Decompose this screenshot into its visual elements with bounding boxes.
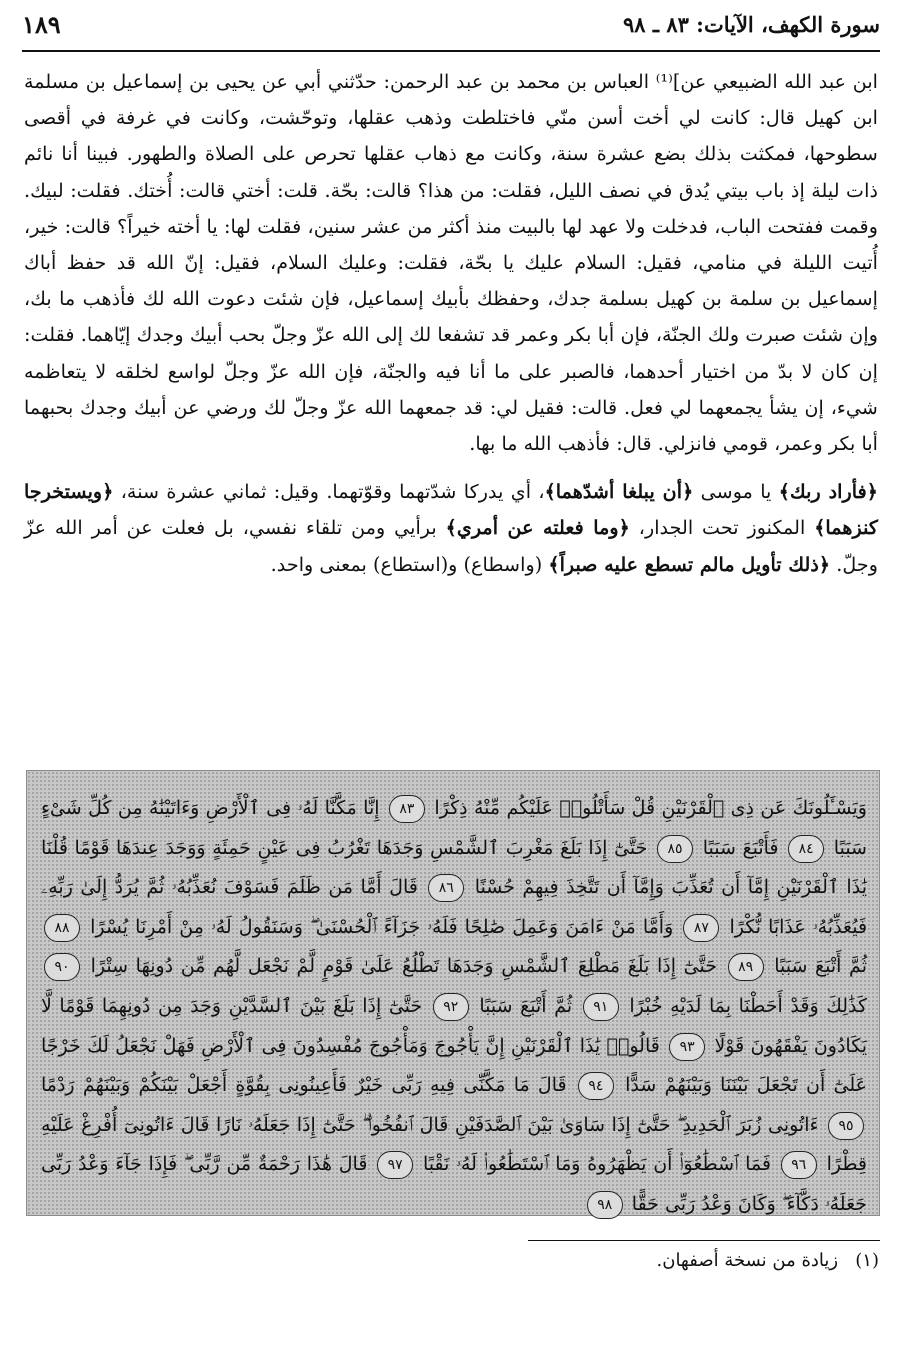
verse-number-marker: ٨٥ <box>657 835 693 863</box>
verse-text: وَأَمَّا مَنْ ءَامَنَ وَعَمِلَ صَٰلِحًا فَلَهُۥ جَزَآءً ٱلْحُسْنَىٰ ۖ وَسَنَقُولُ لَهُۥ مِنْ أَمْرِنَا يُسْرًا <box>90 915 674 938</box>
commentary-text: ، أي يدركا شدّتهما وقوّتهما. وقيل: ثماني عشرة سنة، <box>113 480 545 504</box>
page-header <box>22 8 880 48</box>
commentary-text: (واسطاع) و(استطاع) بمعنى واحد. <box>270 552 549 576</box>
verse-number-marker: ٨٩ <box>728 953 764 981</box>
verse-text: ثُمَّ أَتْبَعَ سَبَبًا <box>479 994 573 1017</box>
verse-number-marker: ٩٤ <box>578 1072 614 1100</box>
header-divider <box>22 50 880 52</box>
verse-number-marker: ٩٣ <box>669 1033 705 1061</box>
commentary-text: المكنوز تحت الجدار، <box>629 516 815 540</box>
footnote-divider <box>528 1240 880 1241</box>
verse-text: ءَاتُونِى زُبَرَ ٱلْحَدِيدِ ۖ حَتَّىٰٓ إِذَا سَاوَىٰ بَيْنَ ٱلصَّدَفَيْنِ قَالَ ٱنفُخُوا۟ ۖ حَتَّىٰٓ إِذَا جَعَلَهُۥ نَارًا قَالَ ءَاتُونِىٓ أُفْرِغْ عَلَيْهِ قِطْرًا <box>41 1113 867 1176</box>
verse-text: حَتَّىٰٓ إِذَا بَلَغَ بَيْنَ ٱلسَّدَّيْنِ وَجَدَ مِن دُونِهِمَا قَوْمًا لَّا يَكَادُونَ يَفْقَهُونَ قَوْلًا <box>41 994 867 1057</box>
verse-text: كَذَٰلِكَ وَقَدْ أَحَطْنَا بِمَا لَدَيْهِ خُبْرًا <box>629 994 868 1017</box>
footnote-text: زيادة من نسخة أصفهان. <box>656 1250 839 1271</box>
quran-quote: ﴿فأراد ربك﴾ <box>778 480 879 504</box>
quran-quote: ﴿أن يبلغا أشدّهما﴾ <box>544 480 694 504</box>
commentary-paragraph: ابن عبد الله الضبيعي عن]⁽¹⁾ العباس بن محمد بن عبد الرحمن: حدّثني أبي عن يحيى بن إسماعيل بن مسلمة ابن كهيل قال: كانت لي أخت أسن منّي فاختلطت وذهب عقلها، وتوحّشت، وكانت في غرفة في أقصى سطوحها، فمكثت بذلك بضع عشرة سنة، وكانت مع ذهاب عقلها تحرص على الصلاة والطهور. فبينا أنا نائم ذات ليلة إذ باب بيتي يُدق في نصف الليل، فقلت: من هذا؟ قالت: بحّة. قلت: أختي قالت: أُختك. فقلت: لبيك. وقمت ففتحت الباب، فدخلت ولا عهد لها بالبيت منذ أكثر من عشر سنين، فقلت لها: يا أخته خيراً؟ قالت: خير، أُتيت الليلة في منامي، فقيل: السلام عليك يا بحّة، فقلت: وعليك السلام، فقيل: إنّ الله قد حفظ أباك إسماعيل بن سلمة بن كهيل بسلمة جدك، وحفظك بأبيك إسماعيل، فإن شئت دعوت الله لك فأذهب ما بك، وإن شئت صبرت ولك الجنّة، فإن أبا بكر وعمر قد تشفعا لك إلى الله عزّ وجلّ بحب أبيك وجدك إيّاهما. فقلت: إن كان لا بدّ من اختيار أحدهما، فالصبر على ما أنا فيه والجنّة، فإن الله عزّ وجلّ لواسع لخلقه لا يتعاظمه شيء، إن يشأ يجمعهما لي فعل. قالت: فقيل لي: قد جمعهما الله عزّ وجلّ لك ورضي عن أبيك وجدك بحبهما أبا بكر وعمر، قومي فانزلي. قال: فأذهب الله ما بها. <box>24 70 878 456</box>
main-text <box>24 64 878 583</box>
verse-text: حَتَّىٰٓ إِذَا بَلَغَ مَغْرِبَ ٱلشَّمْسِ وَجَدَهَا تَغْرُبُ فِى عَيْنٍ حَمِئَةٍ وَوَجَدَ عِندَهَا قَوْمًا قُلْنَا يَٰذَا ٱلْقَرْنَيْنِ إِمَّآ أَن تُعَذِّبَ وَإِمَّآ أَن تَتَّخِذَ فِيهِمْ حُسْنًا <box>41 836 867 899</box>
verse-number-marker: ٨٦ <box>428 874 464 902</box>
quran-quote: ﴿وما فعلته عن أمري﴾ <box>445 516 630 540</box>
verse-text: إِنَّا مَكَّنَّا لَهُۥ فِى ٱلْأَرْضِ وَءَاتَيْنَٰهُ مِن كُلِّ شَىْءٍ سَبَبًا <box>41 797 867 859</box>
verse-number-marker: ٩٦ <box>781 1151 817 1179</box>
verse-text: قَالَ هَٰذَا رَحْمَةٌ مِّن رَّبِّى ۖ فَإِذَا جَآءَ وَعْدُ رَبِّى جَعَلَهُۥ دَكَّآءَ ۖ وَكَانَ وَعْدُ رَبِّى حَقًّا <box>41 1153 867 1215</box>
commentary-text: برأيي ومن تلقاء نفسي، بل فعلت عن أمر الله عزّ وجلّ. <box>24 516 878 576</box>
quran-verses-text <box>41 789 867 1225</box>
commentary-paragraph-2 <box>24 474 878 583</box>
verse-text: حَتَّىٰٓ إِذَا بَلَغَ مَطْلِعَ ٱلشَّمْسِ وَجَدَهَا تَطْلُعُ عَلَىٰ قَوْمٍ لَّمْ نَجْعَل لَّهُم مِّن دُونِهَا سِتْرًا <box>90 955 717 978</box>
page-number: ١٨٩ <box>22 10 61 39</box>
verse-number-marker: ٩٠ <box>44 953 80 981</box>
verse-text: فَأَتْبَعَ سَبَبًا <box>702 836 779 859</box>
verse-text: قَالَ مَا مَكَّنِّى فِيهِ رَبِّى خَيْرٌ فَأَعِينُونِى بِقُوَّةٍ أَجْعَلْ بَيْنَكُمْ وَبَيْنَهُمْ رَدْمًا <box>41 1074 567 1097</box>
verse-text: قَالَ أَمَّا مَن ظَلَمَ فَسَوْفَ نُعَذِّبُهُۥ ثُمَّ يُرَدُّ إِلَىٰ رَبِّهِۦ فَيُعَذِّبُهُۥ عَذَابًا نُّكْرًا <box>41 876 868 938</box>
running-title: سورة الكهف، الآيات: ٨٣ ـ ٩٨ <box>622 12 880 37</box>
verse-number-marker: ٩٥ <box>828 1112 864 1140</box>
verse-number-marker: ٩١ <box>583 993 619 1021</box>
verse-text: قَالُوا۟ يَٰذَا ٱلْقَرْنَيْنِ إِنَّ يَأْجُوجَ وَمَأْجُوجَ مُفْسِدُونَ فِى ٱلْأَرْضِ فَهَلْ نَجْعَلُ لَكَ خَرْجًا عَلَىٰٓ أَن تَجْعَلَ بَيْنَنَا وَبَيْنَهُمْ سَدًّا <box>41 1034 868 1097</box>
verse-number-marker: ٩٧ <box>377 1151 413 1179</box>
quran-quote: ﴿ذلك تأويل مالم تسطع عليه صبراً﴾ <box>548 552 831 576</box>
verse-text: وَيَسْـَٔلُونَكَ عَن ذِى ٱلْقَرْنَيْنِ قُلْ سَأَتْلُوا۟ عَلَيْكُم مِّنْهُ ذِكْرًا <box>434 797 867 819</box>
commentary-text: يا موسى <box>693 480 779 504</box>
footnote-marker: (١) <box>855 1250 879 1271</box>
verse-number-marker: ٨٣ <box>389 795 425 823</box>
footnote <box>657 1250 880 1271</box>
verse-number-marker: ٩٢ <box>433 993 469 1021</box>
verse-number-marker: ٨٧ <box>683 914 719 942</box>
quran-quote: ﴿ويستخرجا كنزهما﴾ <box>24 480 878 540</box>
quran-verses-box <box>26 770 880 1216</box>
verse-text: ثُمَّ أَتْبَعَ سَبَبًا <box>774 955 867 978</box>
verse-number-marker: ٨٨ <box>44 914 80 942</box>
verse-text: فَمَا ٱسْطَٰعُوٓا۟ أَن يَظْهَرُوهُ وَمَا ٱسْتَطَٰعُوا۟ لَهُۥ نَقْبًا <box>422 1153 772 1176</box>
verse-number-marker: ٨٤ <box>788 835 824 863</box>
verse-number-marker: ٩٨ <box>587 1191 623 1219</box>
